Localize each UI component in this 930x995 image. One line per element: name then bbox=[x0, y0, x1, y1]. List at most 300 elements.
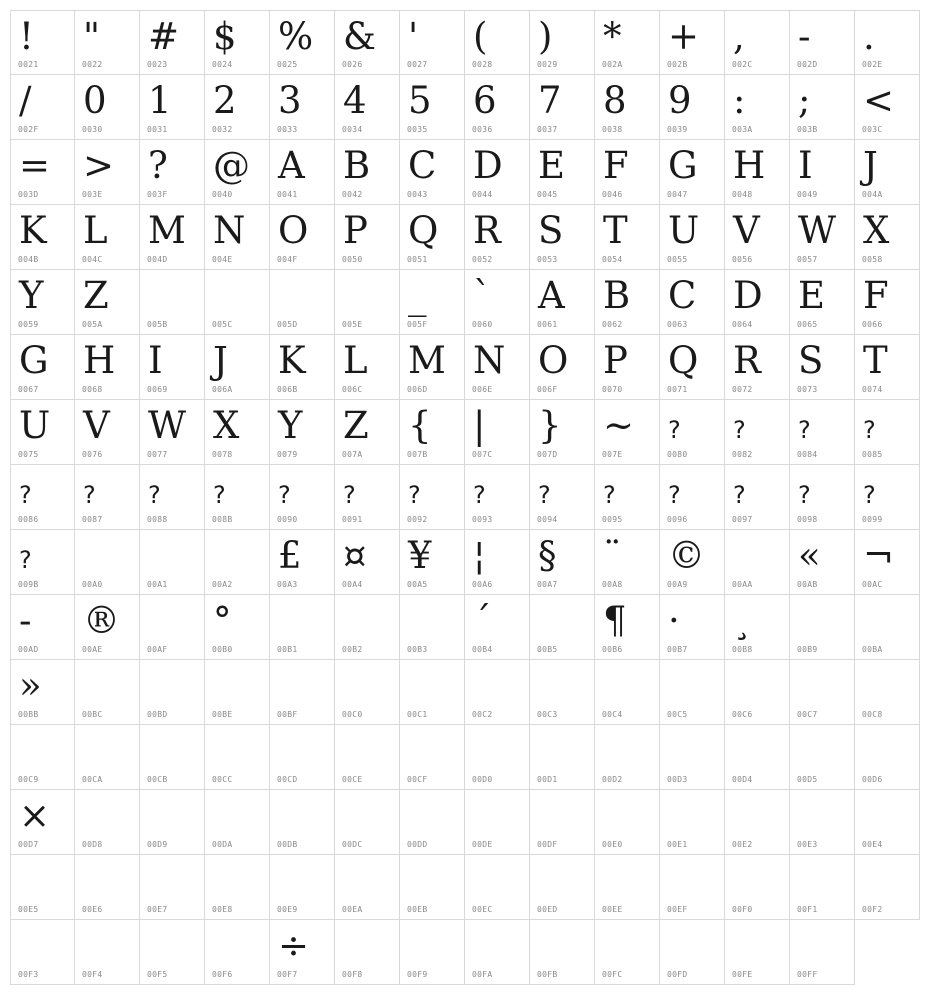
glyph-cell[interactable] bbox=[465, 75, 530, 140]
glyph: L bbox=[343, 339, 368, 382]
glyph-cell[interactable] bbox=[205, 140, 270, 205]
glyph-cell[interactable] bbox=[465, 205, 530, 270]
glyph-cell[interactable] bbox=[75, 725, 140, 790]
codepoint-label: 006C bbox=[342, 385, 363, 394]
glyph-cell[interactable] bbox=[400, 855, 465, 920]
glyph-cell[interactable] bbox=[725, 530, 790, 595]
codepoint-label: 00E0 bbox=[602, 840, 623, 849]
glyph-cell[interactable] bbox=[400, 140, 465, 205]
glyph-cell[interactable] bbox=[595, 855, 660, 920]
glyph-cell[interactable] bbox=[400, 335, 465, 400]
glyph-cell[interactable] bbox=[530, 75, 595, 140]
glyph: Y bbox=[278, 404, 303, 447]
glyph-cell[interactable] bbox=[10, 920, 75, 985]
missing-glyph-box: ? bbox=[538, 481, 551, 509]
glyph-cell[interactable] bbox=[530, 790, 595, 855]
glyph: ; bbox=[798, 79, 811, 122]
glyph-cell[interactable] bbox=[140, 400, 205, 465]
glyph-cell[interactable] bbox=[335, 75, 400, 140]
glyph-cell[interactable] bbox=[10, 595, 75, 660]
glyph-cell[interactable] bbox=[140, 595, 205, 660]
glyph-cell[interactable] bbox=[855, 10, 920, 75]
codepoint-label: 002B bbox=[667, 60, 688, 69]
glyph-cell[interactable] bbox=[790, 920, 855, 985]
codepoint-label: 00AC bbox=[862, 580, 883, 589]
glyph: © bbox=[668, 534, 705, 577]
glyph-cell[interactable] bbox=[75, 10, 140, 75]
glyph-cell[interactable] bbox=[790, 530, 855, 595]
glyph: > bbox=[83, 144, 115, 187]
codepoint-label: 0068 bbox=[82, 385, 103, 394]
glyph-cell[interactable] bbox=[595, 270, 660, 335]
codepoint-label: 00EB bbox=[407, 905, 428, 914]
glyph-cell[interactable] bbox=[140, 530, 205, 595]
glyph-cell[interactable] bbox=[790, 465, 855, 530]
glyph-cell[interactable] bbox=[595, 140, 660, 205]
glyph-cell[interactable] bbox=[725, 920, 790, 985]
glyph: D bbox=[733, 274, 763, 317]
glyph-cell[interactable] bbox=[270, 140, 335, 205]
codepoint-label: 00CB bbox=[147, 775, 168, 784]
codepoint-label: 00CC bbox=[212, 775, 233, 784]
codepoint-label: 00D3 bbox=[667, 775, 688, 784]
glyph-cell[interactable] bbox=[725, 335, 790, 400]
glyph-cell[interactable] bbox=[855, 140, 920, 205]
glyph: U bbox=[668, 209, 700, 252]
glyph-cell[interactable] bbox=[400, 660, 465, 725]
codepoint-label: 00E2 bbox=[732, 840, 753, 849]
codepoint-label: 008B bbox=[212, 515, 233, 524]
glyph-cell[interactable] bbox=[75, 790, 140, 855]
glyph-cell[interactable] bbox=[205, 75, 270, 140]
glyph: E bbox=[798, 274, 826, 317]
glyph-cell[interactable] bbox=[790, 10, 855, 75]
glyph-cell[interactable] bbox=[270, 595, 335, 660]
glyph-cell[interactable] bbox=[10, 530, 75, 595]
codepoint-label: 0075 bbox=[18, 450, 39, 459]
glyph-cell[interactable] bbox=[855, 270, 920, 335]
codepoint-label: 0070 bbox=[602, 385, 623, 394]
glyph-cell[interactable] bbox=[140, 270, 205, 335]
glyph-cell[interactable] bbox=[790, 400, 855, 465]
glyph-cell[interactable] bbox=[725, 10, 790, 75]
glyph-cell[interactable] bbox=[270, 855, 335, 920]
glyph-cell[interactable] bbox=[270, 10, 335, 75]
glyph-cell[interactable] bbox=[465, 270, 530, 335]
codepoint-label: 0056 bbox=[732, 255, 753, 264]
glyph-cell[interactable] bbox=[140, 725, 205, 790]
codepoint-label: 00C7 bbox=[797, 710, 818, 719]
glyph-cell[interactable] bbox=[855, 725, 920, 790]
glyph-cell[interactable] bbox=[270, 530, 335, 595]
glyph-cell[interactable] bbox=[855, 205, 920, 270]
glyph-cell[interactable] bbox=[10, 205, 75, 270]
glyph-cell[interactable] bbox=[10, 75, 75, 140]
glyph-cell[interactable] bbox=[400, 725, 465, 790]
glyph-cell[interactable] bbox=[270, 725, 335, 790]
glyph-cell[interactable] bbox=[465, 595, 530, 660]
glyph-cell[interactable] bbox=[10, 465, 75, 530]
glyph-cell[interactable] bbox=[855, 465, 920, 530]
glyph-cell[interactable] bbox=[465, 920, 530, 985]
glyph-cell[interactable] bbox=[400, 270, 465, 335]
glyph-cell[interactable] bbox=[660, 465, 725, 530]
glyph-cell[interactable] bbox=[725, 855, 790, 920]
missing-glyph-box: ? bbox=[863, 416, 876, 444]
glyph: ~ bbox=[603, 404, 635, 447]
glyph-cell[interactable] bbox=[790, 75, 855, 140]
glyph-cell[interactable] bbox=[660, 270, 725, 335]
glyph: ° bbox=[213, 599, 232, 642]
codepoint-label: 004E bbox=[212, 255, 233, 264]
glyph-cell[interactable] bbox=[725, 75, 790, 140]
glyph-cell[interactable] bbox=[140, 920, 205, 985]
glyph-cell[interactable] bbox=[335, 530, 400, 595]
glyph-cell[interactable] bbox=[400, 465, 465, 530]
glyph-cell[interactable] bbox=[855, 400, 920, 465]
glyph-cell[interactable] bbox=[205, 400, 270, 465]
glyph-cell[interactable] bbox=[140, 335, 205, 400]
glyph-cell[interactable] bbox=[595, 400, 660, 465]
codepoint-label: 004A bbox=[862, 190, 883, 199]
glyph-cell[interactable] bbox=[790, 140, 855, 205]
glyph-cell[interactable] bbox=[75, 855, 140, 920]
glyph-cell[interactable] bbox=[595, 920, 660, 985]
glyph-cell[interactable] bbox=[855, 595, 920, 660]
glyph-cell[interactable] bbox=[205, 725, 270, 790]
glyph-cell[interactable] bbox=[530, 10, 595, 75]
glyph-cell[interactable] bbox=[465, 140, 530, 205]
glyph-cell[interactable] bbox=[335, 10, 400, 75]
codepoint-label: 00E8 bbox=[212, 905, 233, 914]
codepoint-label: 00DB bbox=[277, 840, 298, 849]
glyph-cell[interactable] bbox=[335, 465, 400, 530]
glyph-cell[interactable] bbox=[855, 335, 920, 400]
glyph-cell[interactable] bbox=[465, 855, 530, 920]
glyph-cell[interactable] bbox=[660, 855, 725, 920]
glyph-cell[interactable] bbox=[205, 595, 270, 660]
glyph-cell[interactable] bbox=[790, 205, 855, 270]
glyph-cell[interactable] bbox=[270, 75, 335, 140]
glyph: 4 bbox=[343, 79, 367, 122]
glyph-cell[interactable] bbox=[140, 205, 205, 270]
codepoint-label: 0022 bbox=[82, 60, 103, 69]
glyph-cell[interactable] bbox=[725, 270, 790, 335]
glyph-cell[interactable] bbox=[660, 75, 725, 140]
codepoint-label: 0088 bbox=[147, 515, 168, 524]
glyph-cell[interactable] bbox=[140, 660, 205, 725]
glyph-cell[interactable] bbox=[335, 790, 400, 855]
glyph-cell[interactable] bbox=[140, 855, 205, 920]
glyph: @ bbox=[213, 144, 250, 187]
codepoint-label: 00EE bbox=[602, 905, 623, 914]
glyph-cell[interactable] bbox=[335, 725, 400, 790]
glyph-cell[interactable] bbox=[595, 205, 660, 270]
glyph-cell[interactable] bbox=[595, 465, 660, 530]
glyph-cell[interactable] bbox=[205, 855, 270, 920]
codepoint-label: 005B bbox=[147, 320, 168, 329]
glyph-cell[interactable] bbox=[660, 140, 725, 205]
glyph-cell[interactable] bbox=[335, 855, 400, 920]
glyph-cell[interactable] bbox=[530, 270, 595, 335]
glyph-cell[interactable] bbox=[595, 335, 660, 400]
codepoint-label: 0032 bbox=[212, 125, 233, 134]
glyph-cell[interactable] bbox=[530, 205, 595, 270]
glyph-cell[interactable] bbox=[270, 465, 335, 530]
glyph-cell[interactable] bbox=[400, 595, 465, 660]
glyph-cell[interactable] bbox=[335, 205, 400, 270]
glyph-cell[interactable] bbox=[790, 790, 855, 855]
codepoint-label: 00EA bbox=[342, 905, 363, 914]
glyph-cell[interactable] bbox=[725, 400, 790, 465]
glyph: ( bbox=[473, 15, 488, 58]
codepoint-label: 00FE bbox=[732, 970, 753, 979]
glyph-cell[interactable] bbox=[465, 10, 530, 75]
glyph-cell[interactable] bbox=[75, 465, 140, 530]
glyph-cell[interactable] bbox=[10, 335, 75, 400]
glyph-cell[interactable] bbox=[335, 920, 400, 985]
missing-glyph-box: ? bbox=[603, 481, 616, 509]
glyph-cell[interactable] bbox=[75, 920, 140, 985]
codepoint-label: 003C bbox=[862, 125, 883, 134]
codepoint-label: 00C6 bbox=[732, 710, 753, 719]
glyph-cell[interactable] bbox=[205, 660, 270, 725]
glyph-cell[interactable] bbox=[595, 75, 660, 140]
glyph-cell[interactable] bbox=[790, 335, 855, 400]
codepoint-label: 0025 bbox=[277, 60, 298, 69]
glyph-cell[interactable] bbox=[10, 270, 75, 335]
glyph-cell[interactable] bbox=[660, 205, 725, 270]
glyph-cell[interactable] bbox=[465, 400, 530, 465]
glyph-cell[interactable] bbox=[335, 400, 400, 465]
glyph-cell[interactable] bbox=[400, 205, 465, 270]
glyph-cell[interactable] bbox=[400, 530, 465, 595]
glyph: | bbox=[473, 404, 486, 447]
codepoint-label: 00C9 bbox=[18, 775, 39, 784]
glyph: ¸ bbox=[733, 599, 752, 642]
glyph-cell[interactable] bbox=[660, 790, 725, 855]
glyph: C bbox=[668, 274, 697, 317]
glyph-cell[interactable] bbox=[465, 660, 530, 725]
glyph-cell[interactable] bbox=[140, 790, 205, 855]
glyph-cell[interactable] bbox=[205, 270, 270, 335]
codepoint-label: 0064 bbox=[732, 320, 753, 329]
glyph-cell[interactable] bbox=[725, 660, 790, 725]
glyph-cell[interactable] bbox=[790, 270, 855, 335]
codepoint-label: 00E7 bbox=[147, 905, 168, 914]
glyph-cell[interactable] bbox=[270, 790, 335, 855]
glyph-cell[interactable] bbox=[530, 725, 595, 790]
glyph-cell[interactable] bbox=[660, 920, 725, 985]
glyph: X bbox=[863, 209, 890, 252]
glyph-cell[interactable] bbox=[205, 10, 270, 75]
glyph-cell[interactable] bbox=[660, 660, 725, 725]
codepoint-label: 0028 bbox=[472, 60, 493, 69]
glyph: / bbox=[19, 79, 32, 122]
glyph-cell[interactable] bbox=[660, 725, 725, 790]
glyph-cell[interactable] bbox=[400, 920, 465, 985]
glyph-cell[interactable] bbox=[855, 75, 920, 140]
glyph-cell[interactable] bbox=[530, 660, 595, 725]
codepoint-label: 00D9 bbox=[147, 840, 168, 849]
codepoint-label: 00EC bbox=[472, 905, 493, 914]
glyph-cell[interactable] bbox=[725, 595, 790, 660]
glyph-cell[interactable] bbox=[270, 660, 335, 725]
glyph-cell[interactable] bbox=[530, 920, 595, 985]
glyph-cell[interactable] bbox=[465, 530, 530, 595]
glyph-cell[interactable] bbox=[725, 790, 790, 855]
glyph-cell[interactable] bbox=[10, 400, 75, 465]
glyph-cell[interactable] bbox=[595, 530, 660, 595]
glyph: ) bbox=[538, 15, 553, 58]
glyph-cell[interactable] bbox=[400, 75, 465, 140]
codepoint-label: 0054 bbox=[602, 255, 623, 264]
glyph-cell[interactable] bbox=[75, 400, 140, 465]
glyph: ' bbox=[408, 15, 419, 58]
codepoint-label: 00BE bbox=[212, 710, 233, 719]
codepoint-label: 00DC bbox=[342, 840, 363, 849]
glyph-cell[interactable] bbox=[205, 530, 270, 595]
glyph-cell[interactable] bbox=[595, 790, 660, 855]
glyph-cell[interactable] bbox=[790, 660, 855, 725]
glyph-cell[interactable] bbox=[660, 595, 725, 660]
glyph-cell[interactable] bbox=[10, 725, 75, 790]
glyph-cell[interactable] bbox=[10, 140, 75, 205]
glyph-cell[interactable] bbox=[270, 920, 335, 985]
glyph-cell[interactable] bbox=[10, 10, 75, 75]
glyph: T bbox=[603, 209, 628, 252]
glyph: V bbox=[733, 209, 760, 252]
glyph-cell[interactable] bbox=[205, 920, 270, 985]
glyph-cell[interactable] bbox=[75, 530, 140, 595]
glyph-cell[interactable] bbox=[335, 140, 400, 205]
codepoint-label: 00C2 bbox=[472, 710, 493, 719]
codepoint-label: 0041 bbox=[277, 190, 298, 199]
glyph-cell[interactable] bbox=[400, 400, 465, 465]
codepoint-label: 0057 bbox=[797, 255, 818, 264]
glyph-cell[interactable] bbox=[595, 10, 660, 75]
glyph-cell[interactable] bbox=[75, 205, 140, 270]
glyph-cell[interactable] bbox=[75, 335, 140, 400]
glyph-cell[interactable] bbox=[855, 660, 920, 725]
glyph-cell[interactable] bbox=[660, 530, 725, 595]
codepoint-label: 00F7 bbox=[277, 970, 298, 979]
glyph-cell[interactable] bbox=[75, 595, 140, 660]
glyph-cell[interactable] bbox=[75, 270, 140, 335]
glyph: L bbox=[83, 209, 108, 252]
glyph-cell[interactable] bbox=[790, 725, 855, 790]
glyph: E bbox=[538, 144, 566, 187]
codepoint-label: 00D2 bbox=[602, 775, 623, 784]
codepoint-label: 002C bbox=[732, 60, 753, 69]
glyph-cell[interactable] bbox=[10, 790, 75, 855]
glyph-cell[interactable] bbox=[530, 140, 595, 205]
glyph-cell[interactable] bbox=[855, 855, 920, 920]
glyph-cell[interactable] bbox=[530, 400, 595, 465]
glyph-cell[interactable] bbox=[75, 75, 140, 140]
codepoint-label: 0027 bbox=[407, 60, 428, 69]
codepoint-label: 003A bbox=[732, 125, 753, 134]
glyph-cell[interactable] bbox=[335, 660, 400, 725]
glyph-cell[interactable] bbox=[205, 465, 270, 530]
glyph-cell[interactable] bbox=[530, 855, 595, 920]
glyph-cell[interactable] bbox=[140, 465, 205, 530]
codepoint-label: 00A6 bbox=[472, 580, 493, 589]
glyph-cell[interactable] bbox=[140, 75, 205, 140]
glyph-cell[interactable] bbox=[10, 660, 75, 725]
glyph-cell[interactable] bbox=[595, 660, 660, 725]
glyph-cell[interactable] bbox=[530, 335, 595, 400]
codepoint-label: 00C0 bbox=[342, 710, 363, 719]
codepoint-label: 007B bbox=[407, 450, 428, 459]
glyph: J bbox=[213, 339, 228, 382]
glyph: 3 bbox=[278, 79, 302, 122]
glyph-cell[interactable] bbox=[270, 335, 335, 400]
codepoint-label: 00CD bbox=[277, 775, 298, 784]
glyph-cell[interactable] bbox=[530, 465, 595, 530]
glyph-cell[interactable] bbox=[790, 855, 855, 920]
glyph-cell[interactable] bbox=[75, 140, 140, 205]
glyph-cell[interactable] bbox=[335, 270, 400, 335]
glyph-cell[interactable] bbox=[595, 595, 660, 660]
glyph-cell[interactable] bbox=[270, 205, 335, 270]
glyph-cell[interactable] bbox=[725, 465, 790, 530]
glyph-cell[interactable] bbox=[75, 660, 140, 725]
glyph-cell[interactable] bbox=[335, 335, 400, 400]
glyph: < bbox=[863, 79, 895, 122]
glyph-cell[interactable] bbox=[660, 400, 725, 465]
codepoint-label: 00A2 bbox=[212, 580, 233, 589]
codepoint-label: 0029 bbox=[537, 60, 558, 69]
codepoint-label: 0021 bbox=[18, 60, 39, 69]
glyph-cell[interactable] bbox=[465, 790, 530, 855]
glyph-cell[interactable] bbox=[205, 335, 270, 400]
glyph-cell[interactable] bbox=[595, 725, 660, 790]
glyph: = bbox=[19, 144, 51, 187]
glyph-cell[interactable] bbox=[140, 10, 205, 75]
glyph-cell[interactable] bbox=[790, 595, 855, 660]
glyph: Z bbox=[343, 404, 369, 447]
glyph-cell[interactable] bbox=[335, 595, 400, 660]
glyph-cell[interactable] bbox=[205, 205, 270, 270]
glyph-cell[interactable] bbox=[465, 465, 530, 530]
glyph: ? bbox=[148, 144, 168, 187]
glyph-cell[interactable] bbox=[140, 140, 205, 205]
glyph-cell[interactable] bbox=[725, 205, 790, 270]
glyph-cell[interactable] bbox=[205, 790, 270, 855]
glyph-cell[interactable] bbox=[465, 335, 530, 400]
glyph-cell[interactable] bbox=[660, 335, 725, 400]
glyph: » bbox=[19, 664, 42, 707]
glyph-cell[interactable] bbox=[660, 10, 725, 75]
codepoint-label: 00A4 bbox=[342, 580, 363, 589]
glyph-cell[interactable] bbox=[725, 140, 790, 205]
glyph-cell[interactable] bbox=[400, 790, 465, 855]
glyph-cell[interactable] bbox=[530, 530, 595, 595]
glyph-cell[interactable] bbox=[855, 530, 920, 595]
glyph-cell[interactable] bbox=[10, 855, 75, 920]
glyph-cell[interactable] bbox=[530, 595, 595, 660]
codepoint-label: 007C bbox=[472, 450, 493, 459]
glyph-cell[interactable] bbox=[270, 400, 335, 465]
codepoint-label: 00D6 bbox=[862, 775, 883, 784]
glyph: B bbox=[343, 144, 371, 187]
glyph-cell[interactable] bbox=[855, 790, 920, 855]
glyph-cell[interactable] bbox=[270, 270, 335, 335]
glyph-cell[interactable] bbox=[400, 10, 465, 75]
glyph-cell[interactable] bbox=[465, 725, 530, 790]
glyph-cell[interactable] bbox=[725, 725, 790, 790]
